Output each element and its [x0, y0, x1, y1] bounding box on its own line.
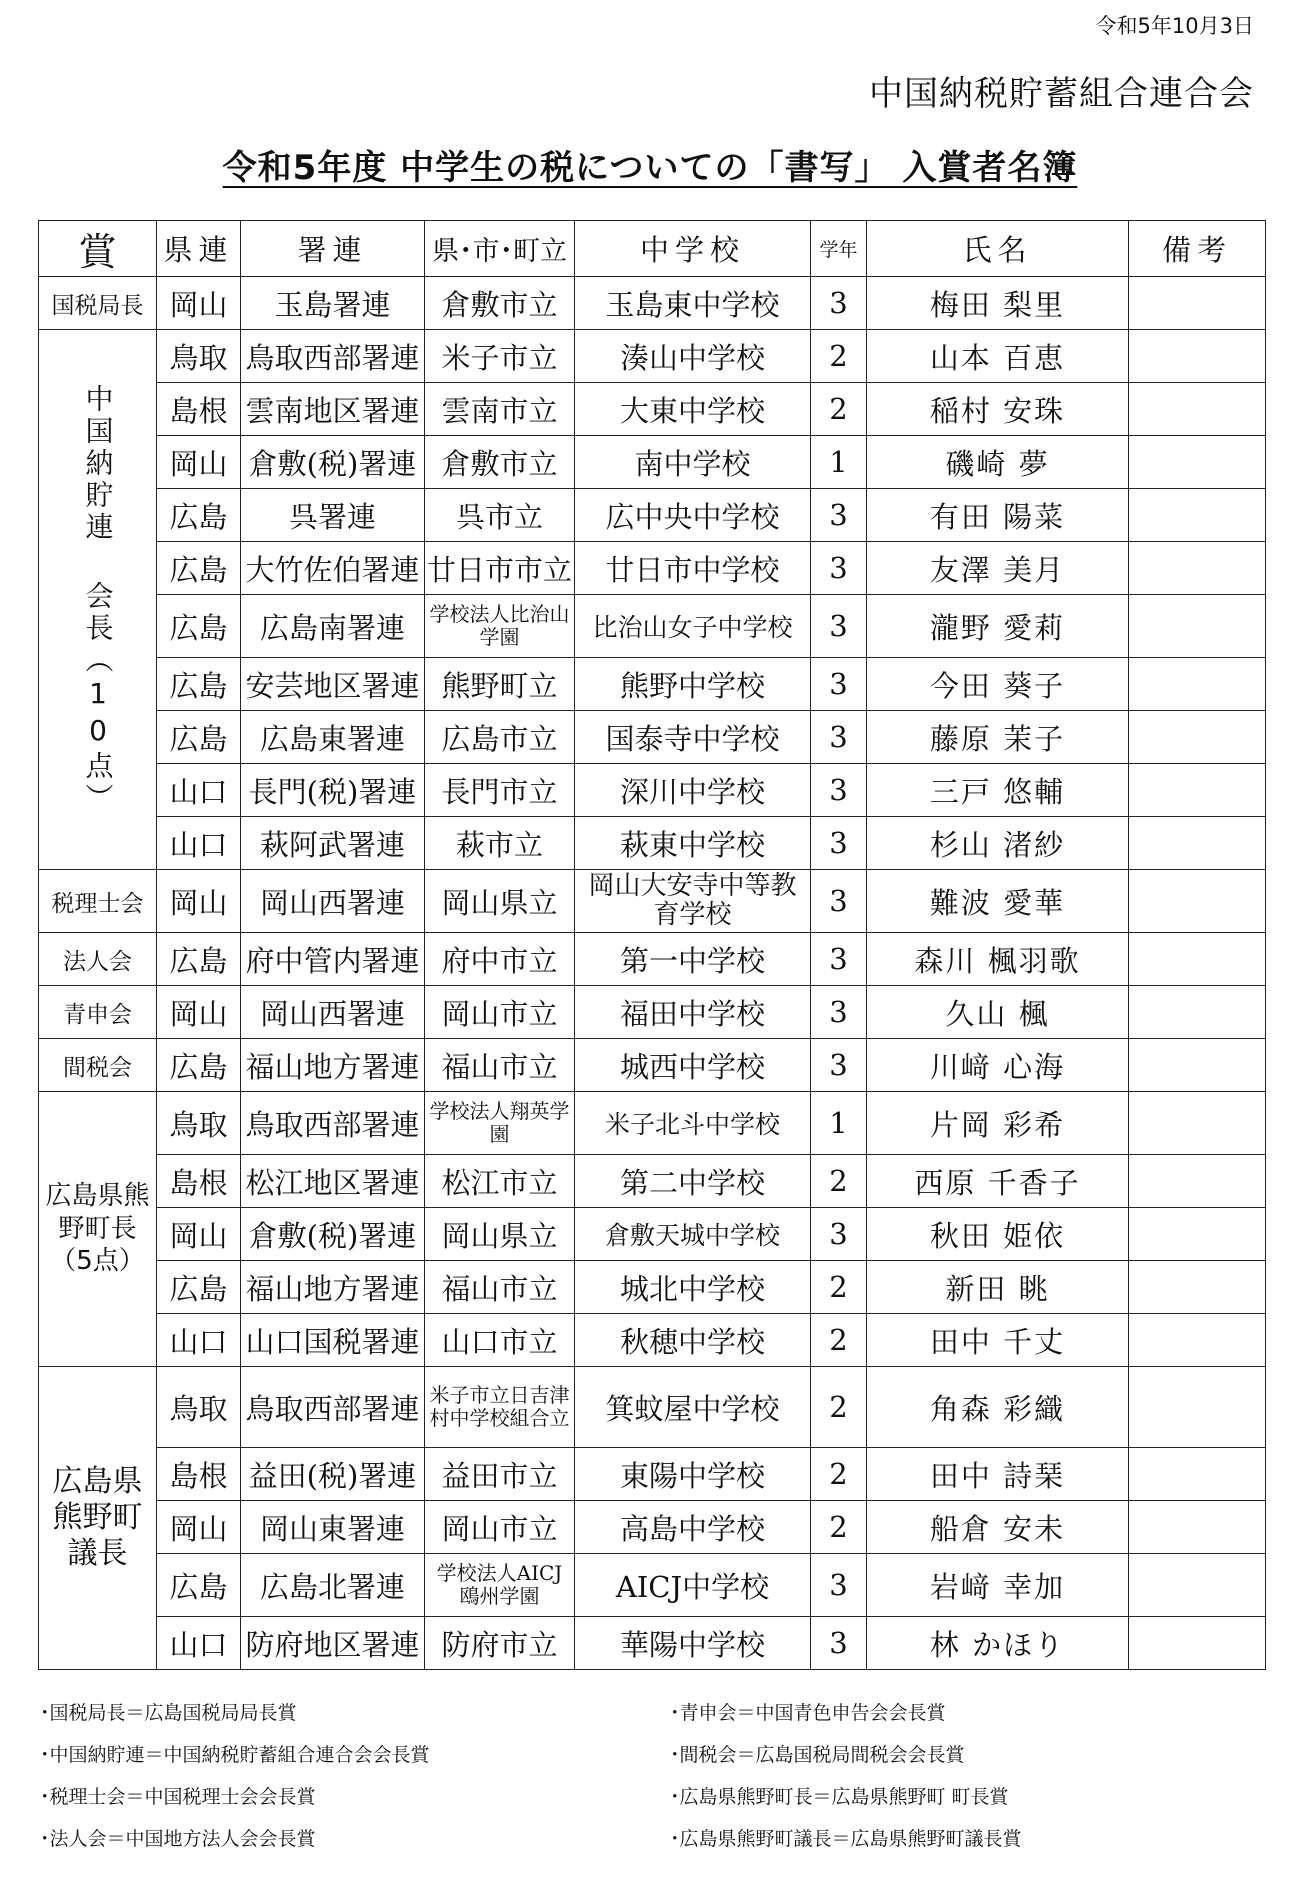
- table-row: [39, 383, 1266, 436]
- school-cell: 南中学校: [575, 436, 811, 489]
- school-cell: 国泰寺中学校: [575, 711, 811, 764]
- student-name-cell: 新田 眺: [867, 1261, 1129, 1314]
- table-row: [39, 1367, 1266, 1448]
- school-type-cell: 倉敷市立: [425, 277, 575, 330]
- prefecture-cell: 岡山: [157, 1208, 241, 1261]
- grade-cell: 3: [811, 764, 867, 817]
- student-name-cell: 有田 陽菜: [867, 489, 1129, 542]
- table-row: [39, 1039, 1266, 1092]
- grade-cell: 2: [811, 1501, 867, 1554]
- school-type-cell: 長門市立: [425, 764, 575, 817]
- student-name-cell: 山本 百恵: [867, 330, 1129, 383]
- prefecture-cell: 山口: [157, 1314, 241, 1367]
- table-row: [39, 986, 1266, 1039]
- school-type-cell: 米子市立: [425, 330, 575, 383]
- school-cell: 大東中学校: [575, 383, 811, 436]
- award-cell: 青申会: [39, 986, 157, 1039]
- award-cell: 広島県熊野町議長: [39, 1367, 157, 1670]
- remarks-cell: [1129, 1314, 1266, 1367]
- grade-cell: 2: [811, 330, 867, 383]
- table-row: [39, 1314, 1266, 1367]
- school-type-cell: 学校法人比治山学園: [425, 595, 575, 658]
- grade-cell: 2: [811, 1367, 867, 1448]
- school-cell: 深川中学校: [575, 764, 811, 817]
- prefecture-cell: 広島: [157, 542, 241, 595]
- remarks-cell: [1129, 542, 1266, 595]
- legend-note: ･広島県熊野町長＝広島県熊野町 町長賞: [670, 1786, 1009, 1808]
- school-cell: 熊野中学校: [575, 658, 811, 711]
- school-type-cell: 岡山県立: [425, 1208, 575, 1261]
- grade-cell: 3: [811, 595, 867, 658]
- grade-cell: 2: [811, 1448, 867, 1501]
- school-cell: 岡山大安寺中等教育学校: [575, 870, 811, 933]
- grade-cell: 3: [811, 933, 867, 986]
- table-row: [39, 1617, 1266, 1670]
- school-type-cell: 学校法人AICJ鴎州学園: [425, 1554, 575, 1617]
- student-name-cell: 片岡 彩希: [867, 1092, 1129, 1155]
- school-cell: 広中央中学校: [575, 489, 811, 542]
- student-name-cell: 磯崎 夢: [867, 436, 1129, 489]
- award-legend-right: [670, 1692, 1022, 1860]
- legend-note: ･広島県熊野町議長＝広島県熊野町議長賞: [670, 1828, 1022, 1850]
- table-row: [39, 711, 1266, 764]
- table-row: [39, 1448, 1266, 1501]
- student-name-cell: 船倉 安未: [867, 1501, 1129, 1554]
- grade-cell: 3: [811, 542, 867, 595]
- office-cell: 山口国税署連: [241, 1314, 425, 1367]
- remarks-cell: [1129, 277, 1266, 330]
- prefecture-cell: 島根: [157, 383, 241, 436]
- prefecture-cell: 島根: [157, 1448, 241, 1501]
- legend-note: ･青申会＝中国青色申告会会長賞: [670, 1702, 946, 1724]
- office-cell: 玉島署連: [241, 277, 425, 330]
- office-cell: 松江地区署連: [241, 1155, 425, 1208]
- prefecture-cell: 広島: [157, 489, 241, 542]
- office-cell: 岡山西署連: [241, 870, 425, 933]
- school-cell: 湊山中学校: [575, 330, 811, 383]
- office-cell: 福山地方署連: [241, 1261, 425, 1314]
- office-cell: 広島東署連: [241, 711, 425, 764]
- document-title-text: 令和5年度 中学生の税についての「書写」 入賞者名簿: [222, 148, 1078, 188]
- remarks-cell: [1129, 870, 1266, 933]
- student-name-cell: 川﨑 心海: [867, 1039, 1129, 1092]
- legend-note: ･間税会＝広島国税局間税会会長賞: [670, 1744, 965, 1766]
- school-cell: 福田中学校: [575, 986, 811, 1039]
- school-type-cell: 防府市立: [425, 1617, 575, 1670]
- table-row: [39, 1261, 1266, 1314]
- school-cell: 比治山女子中学校: [575, 595, 811, 658]
- prefecture-cell: 岡山: [157, 436, 241, 489]
- award-cell: 中国納貯連 会長（10点）: [39, 330, 157, 870]
- remarks-cell: [1129, 436, 1266, 489]
- grade-cell: 3: [811, 1554, 867, 1617]
- table-row: [39, 1554, 1266, 1617]
- prefecture-cell: 鳥取: [157, 1092, 241, 1155]
- table-row: [39, 542, 1266, 595]
- office-cell: 安芸地区署連: [241, 658, 425, 711]
- remarks-cell: [1129, 933, 1266, 986]
- school-cell: 廿日市中学校: [575, 542, 811, 595]
- school-type-cell: 福山市立: [425, 1039, 575, 1092]
- school-type-cell: 呉市立: [425, 489, 575, 542]
- student-name-cell: 難波 愛華: [867, 870, 1129, 933]
- office-cell: 防府地区署連: [241, 1617, 425, 1670]
- legend-note: ･税理士会＝中国税理士会会長賞: [40, 1786, 316, 1808]
- remarks-cell: [1129, 383, 1266, 436]
- prefecture-cell: 広島: [157, 1261, 241, 1314]
- school-type-cell: 学校法人翔英学園: [425, 1092, 575, 1155]
- student-name-cell: 三戸 悠輔: [867, 764, 1129, 817]
- school-type-cell: 米子市立日吉津村中学校組合立: [425, 1367, 575, 1448]
- school-type-cell: 倉敷市立: [425, 436, 575, 489]
- office-cell: 岡山東署連: [241, 1501, 425, 1554]
- student-name-cell: 梅田 梨里: [867, 277, 1129, 330]
- table-header-row: [39, 221, 1266, 277]
- school-cell: AICJ中学校: [575, 1554, 811, 1617]
- grade-cell: 2: [811, 1155, 867, 1208]
- winners-table: [38, 220, 1266, 1670]
- remarks-cell: [1129, 1208, 1266, 1261]
- remarks-cell: [1129, 1092, 1266, 1155]
- table-row: [39, 489, 1266, 542]
- school-type-cell: 雲南市立: [425, 383, 575, 436]
- school-type-cell: 廿日市市立: [425, 542, 575, 595]
- column-header-school: 中学校: [575, 221, 811, 277]
- column-header-remarks: 備考: [1129, 221, 1266, 277]
- prefecture-cell: 島根: [157, 1155, 241, 1208]
- remarks-cell: [1129, 1039, 1266, 1092]
- office-cell: 岡山西署連: [241, 986, 425, 1039]
- column-header-prefecture: 県連: [157, 221, 241, 277]
- grade-cell: 1: [811, 1092, 867, 1155]
- award-cell: 法人会: [39, 933, 157, 986]
- remarks-cell: [1129, 986, 1266, 1039]
- student-name-cell: 秋田 姫依: [867, 1208, 1129, 1261]
- table-row: [39, 436, 1266, 489]
- remarks-cell: [1129, 1617, 1266, 1670]
- student-name-cell: 田中 詩琹: [867, 1448, 1129, 1501]
- student-name-cell: 林 かほり: [867, 1617, 1129, 1670]
- remarks-cell: [1129, 658, 1266, 711]
- prefecture-cell: 鳥取: [157, 330, 241, 383]
- school-cell: 米子北斗中学校: [575, 1092, 811, 1155]
- prefecture-cell: 岡山: [157, 986, 241, 1039]
- table-row: [39, 764, 1266, 817]
- school-cell: 高島中学校: [575, 1501, 811, 1554]
- grade-cell: 3: [811, 711, 867, 764]
- remarks-cell: [1129, 817, 1266, 870]
- remarks-cell: [1129, 711, 1266, 764]
- student-name-cell: 森川 楓羽歌: [867, 933, 1129, 986]
- document-title: [0, 140, 1300, 189]
- organization-name: 中国納税貯蓄組合連合会: [869, 74, 1254, 114]
- remarks-cell: [1129, 489, 1266, 542]
- office-cell: 鳥取西部署連: [241, 1367, 425, 1448]
- student-name-cell: 友澤 美月: [867, 542, 1129, 595]
- school-cell: 華陽中学校: [575, 1617, 811, 1670]
- school-cell: 秋穂中学校: [575, 1314, 811, 1367]
- remarks-cell: [1129, 1448, 1266, 1501]
- table-row: [39, 817, 1266, 870]
- grade-cell: 3: [811, 870, 867, 933]
- prefecture-cell: 山口: [157, 817, 241, 870]
- remarks-cell: [1129, 764, 1266, 817]
- school-cell: 城北中学校: [575, 1261, 811, 1314]
- award-cell: 国税局長: [39, 277, 157, 330]
- student-name-cell: 稲村 安珠: [867, 383, 1129, 436]
- student-name-cell: 久山 楓: [867, 986, 1129, 1039]
- table-row: [39, 1155, 1266, 1208]
- office-cell: 倉敷(税)署連: [241, 1208, 425, 1261]
- student-name-cell: 西原 千香子: [867, 1155, 1129, 1208]
- column-header-name: 氏名: [867, 221, 1129, 277]
- legend-note: ･法人会＝中国地方法人会会長賞: [40, 1828, 316, 1850]
- student-name-cell: 杉山 渚紗: [867, 817, 1129, 870]
- remarks-cell: [1129, 1367, 1266, 1448]
- award-cell: 広島県熊野町長（5点）: [39, 1092, 157, 1367]
- office-cell: 鳥取西部署連: [241, 1092, 425, 1155]
- table-row: [39, 1208, 1266, 1261]
- office-cell: 広島北署連: [241, 1554, 425, 1617]
- column-header-office: 署連: [241, 221, 425, 277]
- column-header-grade: 学年: [811, 221, 867, 277]
- grade-cell: 3: [811, 1039, 867, 1092]
- school-cell: 玉島東中学校: [575, 277, 811, 330]
- office-cell: 大竹佐伯署連: [241, 542, 425, 595]
- table-row: [39, 1092, 1266, 1155]
- prefecture-cell: 山口: [157, 764, 241, 817]
- grade-cell: 1: [811, 436, 867, 489]
- grade-cell: 3: [811, 658, 867, 711]
- grade-cell: 3: [811, 1208, 867, 1261]
- office-cell: 倉敷(税)署連: [241, 436, 425, 489]
- document-date: 令和5年10月3日: [1095, 14, 1254, 38]
- school-cell: 城西中学校: [575, 1039, 811, 1092]
- office-cell: 府中管内署連: [241, 933, 425, 986]
- table-row: [39, 330, 1266, 383]
- table-row: [39, 933, 1266, 986]
- table-row: [39, 277, 1266, 330]
- school-cell: 第二中学校: [575, 1155, 811, 1208]
- school-type-cell: 山口市立: [425, 1314, 575, 1367]
- remarks-cell: [1129, 1501, 1266, 1554]
- prefecture-cell: 広島: [157, 711, 241, 764]
- school-type-cell: 福山市立: [425, 1261, 575, 1314]
- remarks-cell: [1129, 1155, 1266, 1208]
- table-row: [39, 658, 1266, 711]
- school-type-cell: 熊野町立: [425, 658, 575, 711]
- grade-cell: 2: [811, 383, 867, 436]
- school-cell: 箕蚊屋中学校: [575, 1367, 811, 1448]
- grade-cell: 3: [811, 489, 867, 542]
- prefecture-cell: 山口: [157, 1617, 241, 1670]
- office-cell: 福山地方署連: [241, 1039, 425, 1092]
- school-cell: 萩東中学校: [575, 817, 811, 870]
- student-name-cell: 藤原 茉子: [867, 711, 1129, 764]
- school-type-cell: 岡山市立: [425, 986, 575, 1039]
- remarks-cell: [1129, 1261, 1266, 1314]
- office-cell: 長門(税)署連: [241, 764, 425, 817]
- school-type-cell: 広島市立: [425, 711, 575, 764]
- prefecture-cell: 鳥取: [157, 1367, 241, 1448]
- student-name-cell: 角森 彩織: [867, 1367, 1129, 1448]
- office-cell: 広島南署連: [241, 595, 425, 658]
- prefecture-cell: 広島: [157, 1039, 241, 1092]
- office-cell: 萩阿武署連: [241, 817, 425, 870]
- grade-cell: 3: [811, 817, 867, 870]
- school-type-cell: 府中市立: [425, 933, 575, 986]
- prefecture-cell: 広島: [157, 595, 241, 658]
- legend-note: ･国税局長＝広島国税局局長賞: [40, 1702, 297, 1724]
- grade-cell: 2: [811, 1261, 867, 1314]
- prefecture-cell: 広島: [157, 658, 241, 711]
- school-type-cell: 岡山市立: [425, 1501, 575, 1554]
- student-name-cell: 瀧野 愛莉: [867, 595, 1129, 658]
- table-row: [39, 1501, 1266, 1554]
- prefecture-cell: 岡山: [157, 277, 241, 330]
- legend-note: ･中国納貯連＝中国納税貯蓄組合連合会会長賞: [40, 1744, 430, 1766]
- prefecture-cell: 岡山: [157, 1501, 241, 1554]
- school-cell: 第一中学校: [575, 933, 811, 986]
- school-cell: 東陽中学校: [575, 1448, 811, 1501]
- remarks-cell: [1129, 1554, 1266, 1617]
- prefecture-cell: 広島: [157, 1554, 241, 1617]
- school-type-cell: 益田市立: [425, 1448, 575, 1501]
- remarks-cell: [1129, 330, 1266, 383]
- award-cell: 間税会: [39, 1039, 157, 1092]
- school-type-cell: 萩市立: [425, 817, 575, 870]
- school-type-cell: 松江市立: [425, 1155, 575, 1208]
- office-cell: 鳥取西部署連: [241, 330, 425, 383]
- office-cell: 益田(税)署連: [241, 1448, 425, 1501]
- table-row: [39, 595, 1266, 658]
- student-name-cell: 田中 千丈: [867, 1314, 1129, 1367]
- school-cell: 倉敷天城中学校: [575, 1208, 811, 1261]
- column-header-award: 賞: [39, 221, 157, 277]
- award-legend-left: [40, 1692, 430, 1860]
- grade-cell: 3: [811, 277, 867, 330]
- school-type-cell: 岡山県立: [425, 870, 575, 933]
- grade-cell: 3: [811, 1617, 867, 1670]
- grade-cell: 3: [811, 986, 867, 1039]
- award-cell: 税理士会: [39, 870, 157, 933]
- prefecture-cell: 岡山: [157, 870, 241, 933]
- prefecture-cell: 広島: [157, 933, 241, 986]
- student-name-cell: 今田 葵子: [867, 658, 1129, 711]
- column-header-school-type: 県･市･町立: [425, 221, 575, 277]
- remarks-cell: [1129, 595, 1266, 658]
- student-name-cell: 岩﨑 幸加: [867, 1554, 1129, 1617]
- table-row: [39, 870, 1266, 933]
- grade-cell: 2: [811, 1314, 867, 1367]
- office-cell: 呉署連: [241, 489, 425, 542]
- office-cell: 雲南地区署連: [241, 383, 425, 436]
